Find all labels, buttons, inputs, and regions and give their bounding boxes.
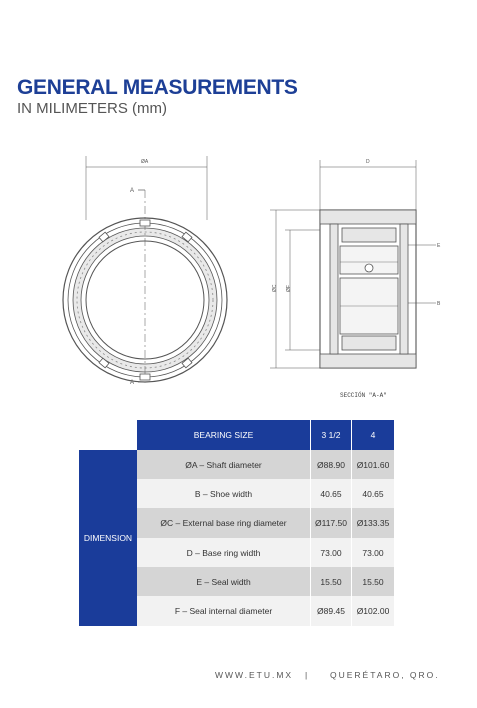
page-subtitle: IN MILIMETERS (mm): [17, 100, 167, 117]
row-value: Ø117.50: [311, 508, 351, 538]
row-label: E – Seal width: [137, 567, 310, 596]
dim-a-label: ØA: [141, 159, 149, 165]
row-value: 15.50: [352, 567, 394, 596]
footer-website[interactable]: WWW.ETU.MX: [215, 670, 294, 680]
dim-f-label: ØF: [286, 285, 292, 292]
technical-drawing: [0, 150, 477, 405]
row-value: 40.65: [352, 479, 394, 508]
dimension-group-label: DIMENSION: [79, 450, 137, 626]
row-value: 40.65: [311, 479, 351, 508]
row-label: F – Seal internal diameter: [137, 596, 310, 626]
row-value: Ø88.90: [311, 450, 351, 479]
section-caption: SECCIÓN "A-A": [340, 392, 387, 399]
section-mark-top: A: [130, 188, 135, 194]
row-label: D – Base ring width: [137, 538, 310, 567]
row-value: Ø102.00: [352, 596, 394, 626]
dim-b-label: B: [437, 301, 441, 307]
dim-e-label: E: [437, 243, 441, 249]
header-size-2: 4: [352, 420, 394, 450]
side-view: [270, 160, 436, 368]
header-size-1: 3 1/2: [311, 420, 351, 450]
dim-d-label: D: [366, 159, 370, 165]
row-value: Ø133.35: [352, 508, 394, 538]
header-bearing-size: BEARING SIZE: [137, 420, 310, 450]
row-label: B – Shoe width: [137, 479, 310, 508]
row-value: Ø101.60: [352, 450, 394, 479]
footer-location: QUERÉTARO, QRO.: [330, 670, 440, 680]
page-title: GENERAL MEASUREMENTS: [17, 76, 298, 99]
row-value: Ø89.45: [311, 596, 351, 626]
dimension-table: [79, 420, 394, 626]
row-value: 15.50: [311, 567, 351, 596]
row-label: ØC – External base ring diameter: [137, 508, 310, 538]
footer-separator: |: [305, 670, 310, 680]
row-value: 73.00: [352, 538, 394, 567]
footer: [0, 670, 477, 684]
front-view: [63, 156, 227, 382]
row-label: ØA – Shaft diameter: [137, 450, 310, 479]
section-mark-bottom: A: [130, 380, 135, 386]
dim-c-label: ØC: [272, 284, 278, 292]
row-value: 73.00: [311, 538, 351, 567]
